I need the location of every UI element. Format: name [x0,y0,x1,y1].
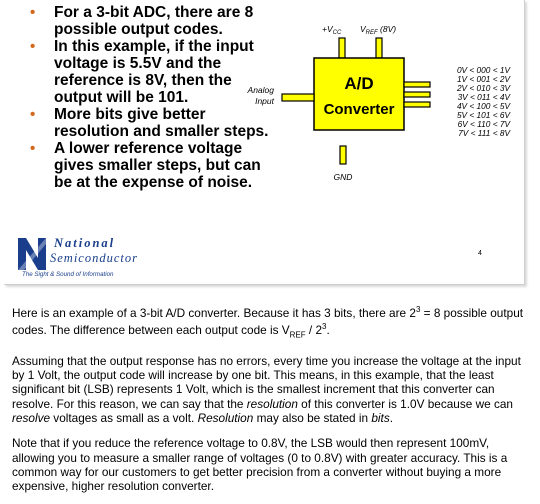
block-title: A/D [344,74,374,93]
code-line: 6V < 110 < 7V [457,119,510,129]
bullet-item: • In this example, if the input voltage is 5.5V and the reference is 8V, then the output will be 101. [30,38,254,106]
analog-input-pin [282,94,314,101]
code-line: 1V < 001 < 2V [456,74,510,84]
vref-pin [376,38,382,58]
logo-mark-icon [18,238,46,270]
block-subtitle: Converter [323,101,395,118]
bullet-item: • For a 3-bit ADC, there are 8 possible output codes. [30,4,254,38]
national-semiconductor-logo [16,232,216,280]
adc-block [314,58,404,130]
bullet-dot-icon: • [30,38,36,55]
code-line: 7V < 111 < 8V [458,128,510,138]
code-line: 0V < 000 < 1V [456,65,510,75]
slide [4,0,525,285]
bullet-dot-icon: • [30,4,36,21]
vcc-label: $+V_{CC}$ [322,24,342,36]
code-line: 5V < 101 < 6V [456,110,510,120]
notes-paragraph-1: Here is an example of a 3-bit A/D converter. Because it has 3 bits, there are $2^3 = 8$ possible output codes. The difference between each output code is $V_{REF} / 2^3$. [12,305,524,340]
bullet-list [30,4,280,191]
adc-diagram [244,18,514,188]
bullet-dot-icon: • [30,140,36,157]
bullet-dot-icon: • [30,106,36,123]
page-number: 4 [478,250,482,257]
gnd-pin [340,146,346,164]
code-line: 2V < 010 < 3V [456,83,510,93]
logo-line1: National [54,236,116,250]
output-pin [404,82,430,87]
code-list [456,65,512,138]
output-pin [404,102,430,107]
bullet-item: • A lower reference voltage gives smaller steps, but can be at the expense of noise. [30,140,261,191]
logo-line2: Semiconductor [50,251,138,265]
output-pin [404,92,430,97]
analog-input-label-2: Input [255,96,274,106]
logo-tagline: The Sight & Sound of Information [22,271,114,278]
notes-paragraph-2: Assuming that the output response has no errors, every time you increase the voltage at the input by 1 Volt, the output code will increase by one bit. This means, in this example, that the least significant bit (LSB) represents 1 Volt, which is the smallest increment that this converter can resolve. For this reason, we can say that the resolution of this converter is 1.0V because we can resolve voltages as small as a volt. Resolution may also be stated in bits. [12,353,521,425]
notes-paragraph-3: Note that if you reduce the reference voltage to 0.8V, the LSB would then represent 100mV, allowing you to measure a smaller range of voltages (0 to 0.8V) with greater accuracy. This is a common way for our customers to get better precision from a converter without buying a more expensive, higher resolution converter. [12,436,508,494]
bullet-item: • More bits give better resolution and smaller steps. [30,106,269,140]
vref-label: $V_{REF}$ (8V) [360,24,397,36]
code-line: 3V < 011 < 4V [457,92,510,102]
gnd-label: GND [333,172,353,182]
analog-input-label: Analog [247,85,274,95]
notes-text [12,303,528,504]
code-line: 4V < 100 < 5V [456,101,510,111]
vcc-pin [339,38,345,58]
